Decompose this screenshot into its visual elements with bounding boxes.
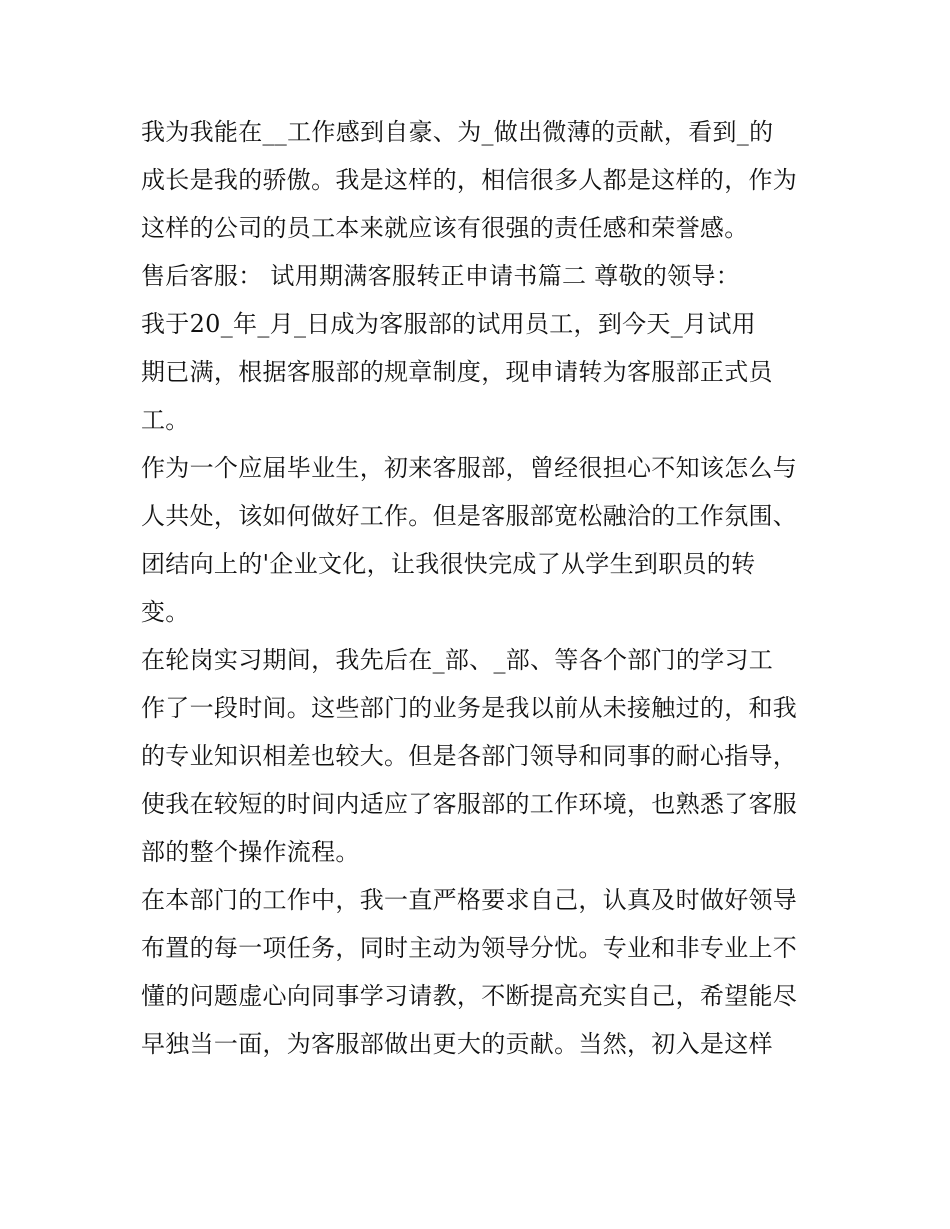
- text-line: 部的整个操作流程。: [141, 838, 360, 866]
- text-line: 在轮岗实习期间，我先后在_部、_部、等各个部门的学习工: [141, 646, 774, 674]
- text-line: 成长是我的骄傲。我是这样的，相信很多人都是这样的，作为: [141, 166, 798, 194]
- text-line: 早独当一面，为客服部做出更大的贡献。当然，初入是这样: [141, 1030, 773, 1058]
- text-line: 我于20_年_月_日成为客服部的试用员工，到今天_月试用: [141, 310, 756, 338]
- document-body: [141, 108, 821, 1068]
- text-line: 团结向上的'企业文化，让我很快完成了从学生到职员的转: [141, 550, 756, 578]
- text-line: 的专业知识相差也较大。但是各部门领导和同事的耐心指导，: [141, 742, 798, 770]
- text-line: 人共处，该如何做好工作。但是客服部宽松融洽的工作氛围、: [141, 502, 798, 530]
- text-line: 工。: [141, 406, 190, 434]
- text-line: 在本部门的工作中，我一直严格要求自己，认真及时做好领导: [141, 886, 798, 914]
- text-line: 作为一个应届毕业生，初来客服部，曾经很担心不知该怎么与: [141, 454, 798, 482]
- section-heading-line: 售后客服： 试用期满客服转正申请书篇二 尊敬的领导：: [141, 262, 741, 290]
- text-line: 懂的问题虚心向同事学习请教，不断提高充实自己，希望能尽: [141, 982, 798, 1010]
- text-line: 变。: [141, 598, 190, 626]
- text-line: 这样的公司的员工本来就应该有很强的责任感和荣誉感。: [141, 214, 749, 242]
- text-line: 使我在较短的时间内适应了客服部的工作环境，也熟悉了客服: [141, 790, 798, 818]
- text-line: 期已满，根据客服部的规章制度，现申请转为客服部正式员: [141, 358, 773, 386]
- text-line: 布置的每一项任务，同时主动为领导分忧。专业和非专业上不: [141, 934, 798, 962]
- text-line: 我为我能在__工作感到自豪、为_做出微薄的贡献，看到_的: [141, 118, 774, 146]
- text-line: 作了一段时间。这些部门的业务是我以前从未接触过的，和我: [141, 694, 798, 722]
